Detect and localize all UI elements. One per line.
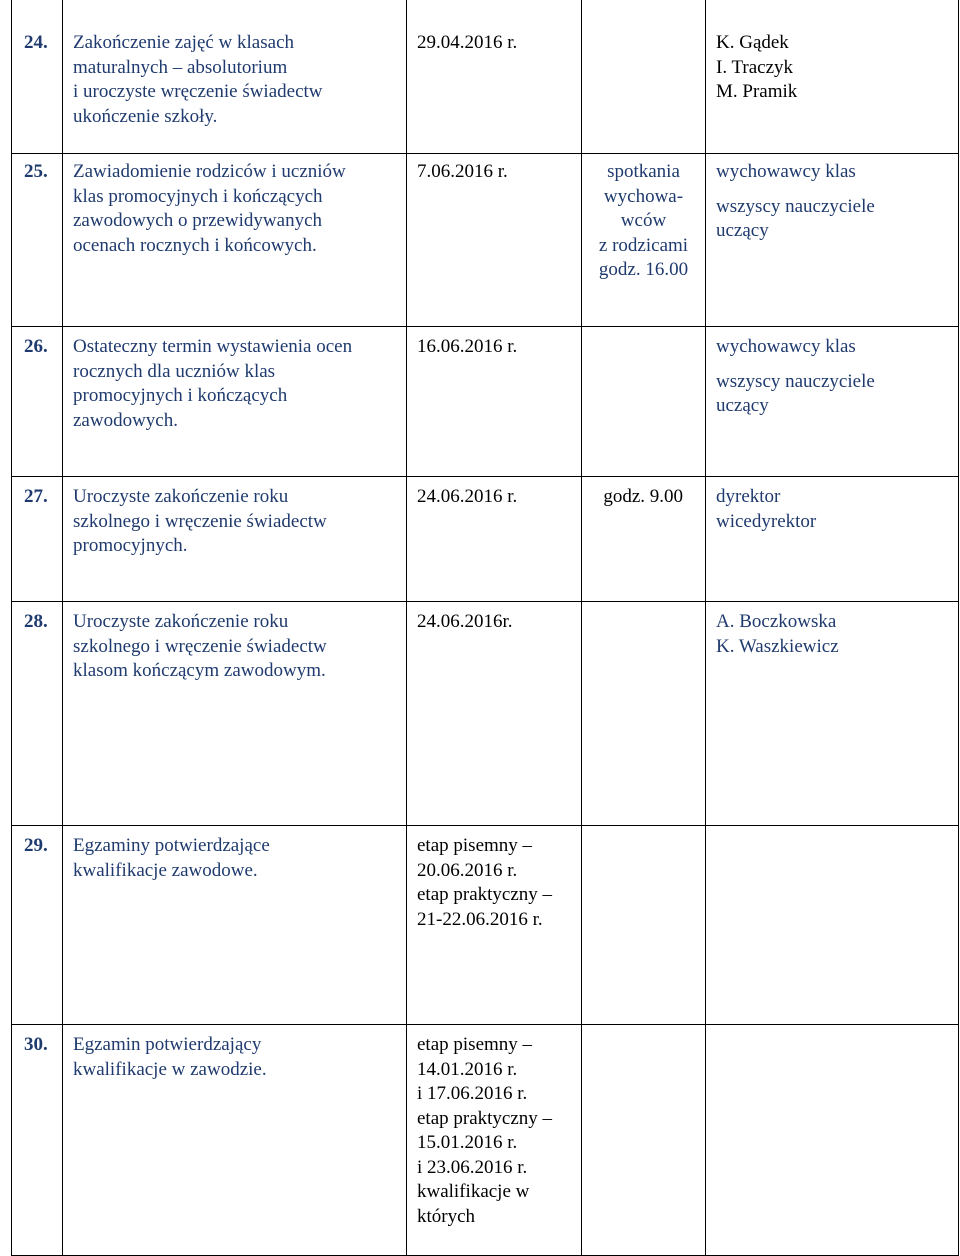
table-row xyxy=(12,477,959,602)
row-number: 27. xyxy=(24,486,48,507)
table-row xyxy=(12,0,959,154)
row-number: 25. xyxy=(24,161,48,182)
table-row xyxy=(12,327,959,477)
task-text: Egzamin potwierdzający kwalifikacje w zawodzie. xyxy=(73,1034,267,1080)
table-row xyxy=(12,602,959,826)
responsible-text: wychowawcy klas wszyscy nauczyciele uczący xyxy=(716,161,875,241)
responsible-text: K. Gądek I. Traczyk M. Pramik xyxy=(716,32,798,102)
task-text: Ostateczny termin wystawienia ocen rocznych dla uczniów klas promocyjnych i kończących zawodowych. xyxy=(73,336,353,431)
location-text: godz. 9.00 xyxy=(603,486,683,507)
responsible-text: wychowawcy klas wszyscy nauczyciele uczący xyxy=(716,336,875,416)
task-text: Uroczyste zakończenie roku szkolnego i wręczenie świadectw klasom kończącym zawodowym. xyxy=(73,611,327,681)
table-row xyxy=(12,1025,959,1256)
task-text: Uroczyste zakończenie roku szkolnego i wręczenie świadectw promocyjnych. xyxy=(73,486,327,556)
date-text: 16.06.2016 r. xyxy=(417,336,518,357)
task-text: Egzaminy potwierdzające kwalifikacje zawodowe. xyxy=(73,835,270,881)
schedule-table xyxy=(11,0,959,1256)
row-number: 29. xyxy=(24,835,48,856)
row-number: 30. xyxy=(24,1034,48,1055)
location-text: spotkania wychowa- wców z rodzicami godz. 16.00 xyxy=(598,161,689,280)
date-text: etap pisemny – 20.06.2016 r. etap praktyczny – 21-22.06.2016 r. xyxy=(417,835,553,930)
date-text: 7.06.2016 r. xyxy=(417,161,508,182)
row-number: 26. xyxy=(24,336,48,357)
date-text: 24.06.2016r. xyxy=(417,611,513,632)
date-text: 24.06.2016 r. xyxy=(417,486,518,507)
date-text: 29.04.2016 r. xyxy=(417,32,518,53)
task-text: Zakończenie zajęć w klasach maturalnych – absolutorium i uroczyste wręczenie świadectw ukończenie szkoły. xyxy=(73,32,323,127)
responsible-text: A. Boczkowska K. Waszkiewicz xyxy=(716,611,839,657)
task-text: Zawiadomienie rodziców i uczniów klas promocyjnych i kończących zawodowych o przewidywanych ocenach rocznych i końcowych. xyxy=(73,161,346,256)
responsible-text: dyrektor wicedyrektor xyxy=(716,486,817,532)
row-number: 28. xyxy=(24,611,48,632)
row-number: 24. xyxy=(24,32,48,53)
table-row xyxy=(12,826,959,1025)
date-text: etap pisemny – 14.01.2016 r. i 17.06.2016 r. etap praktyczny – 15.01.2016 r. i 23.06.2016 r. kwalifikacje w których xyxy=(417,1034,553,1227)
table-row xyxy=(12,154,959,327)
